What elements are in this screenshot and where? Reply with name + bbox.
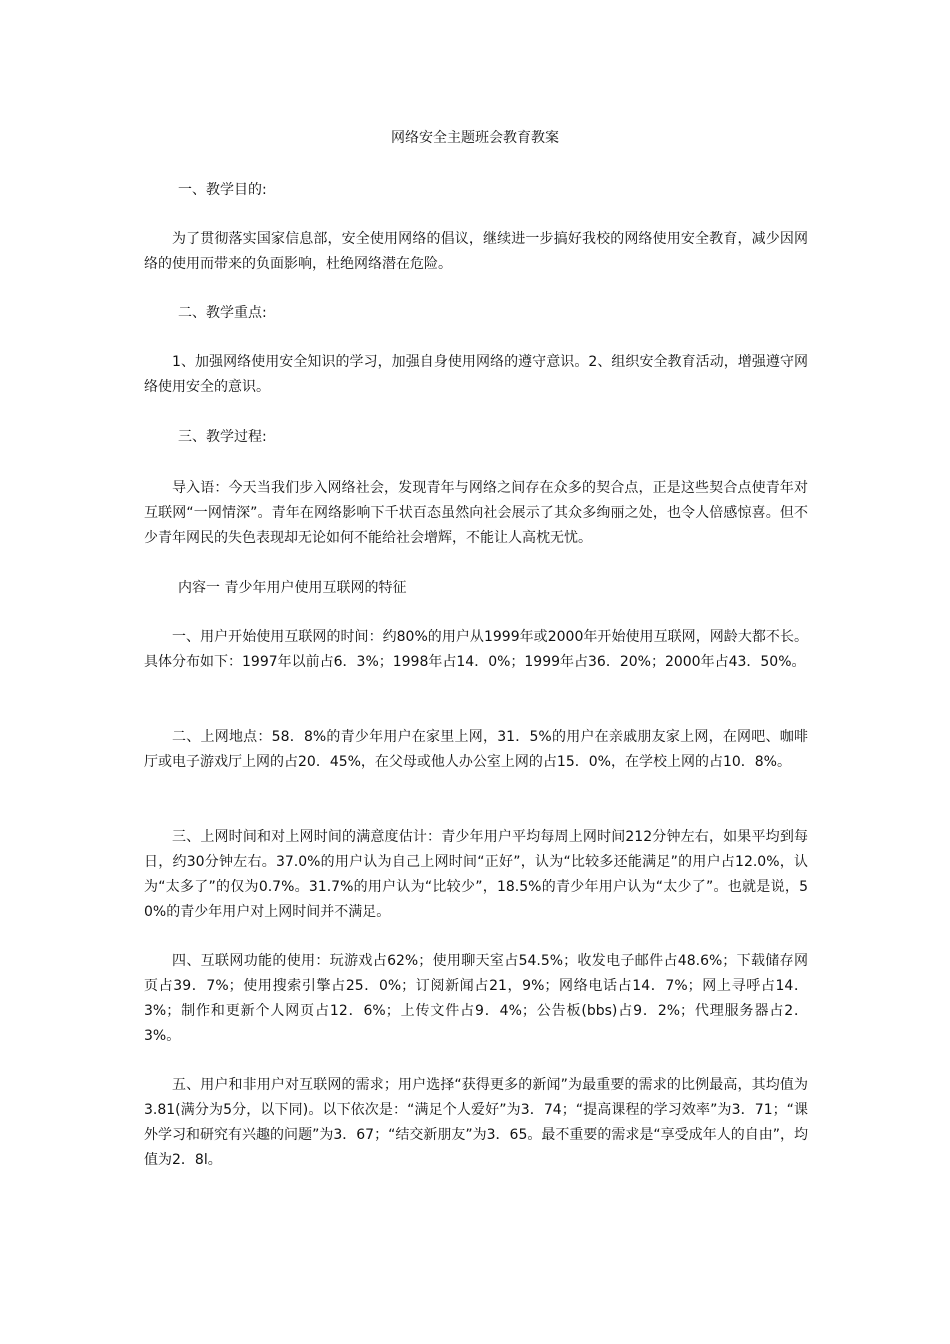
- section-heading-objectives: 一、教学目的:: [178, 182, 267, 198]
- paragraph-functions: 四、互联网功能的使用：玩游戏占62%；使用聊天室占54.5%；收发电子邮件占48.6%；下载储存网页占39．7%；使用搜索引擎占25．0%；订阅新闻占21，9%；网络电话占14．7%；网上寻呼占14．3%；制作和更新个人网页占12．6%；上传文件占9．4%；公告板(bbs)占9．2%；代理服务器占2．3%。: [144, 953, 808, 1044]
- document-title: 网络安全主题班会教育教案: [391, 130, 559, 146]
- key-points-paragraph: 1、加强网络使用安全知识的学习，加强自身使用网络的遵守意识。2、组织安全教育活动，增强遵守网络使用安全的意识。: [144, 354, 808, 395]
- introduction-paragraph: 导入语：今天当我们步入网络社会，发现青年与网络之间存在众多的契合点，正是这些契合点使青年对互联网“一网情深”。青年在网络影响下千状百态虽然向社会展示了其众多绚丽之处，也令人倍感惊喜。但不少青年网民的失色表现却无论如何不能给社会增辉，不能让人高枕无忧。: [144, 480, 808, 546]
- paragraph-needs: 五、用户和非用户对互联网的需求；用户选择“获得更多的新闻”为最重要的需求的比例最高，其均值为3.81(满分为5分，以下同)。以下依次是：“满足个人爱好”为3．74；“提高课程的学习效率”为3．71；“课外学习和研究有兴趣的问题”为3．67；“结交新朋友”为3．65。最不重要的需求是“享受成年人的自由”，均值为2．8l。: [144, 1077, 808, 1168]
- objectives-paragraph: 为了贯彻落实国家信息部，安全使用网络的倡议，继续进一步搞好我校的网络使用安全教育，减少因网络的使用而带来的负面影响，杜绝网络潜在危险。: [144, 231, 808, 272]
- content-one-heading: 内容一 青少年用户使用互联网的特征: [178, 580, 407, 596]
- section-heading-process: 三、教学过程:: [178, 429, 267, 445]
- paragraph-online-time: 三、上网时间和对上网时间的满意度估计：青少年用户平均每周上网时间212分钟左右，如果平均到每日，约30分钟左右。37.0%的用户认为自己上网时间“正好”，认为“比较多还能满足”的用户占12.0%，认为“太多了”的仅为0.7%。31.7%的用户认为“比较少”，18.5%的青少年用户认为“太少了”。也就是说，50%的青少年用户对上网时间并不满足。: [144, 829, 808, 920]
- paragraph-start-time: 一、用户开始使用互联网的时间：约80%的用户从1999年或2000年开始使用互联网，网龄大都不长。具体分布如下：1997年以前占6．3%；1998年占14．0%；1999年占36．20%；2000年占43．50%。: [144, 629, 808, 670]
- section-heading-key-points: 二、教学重点:: [178, 305, 267, 321]
- paragraph-location: 二、上网地点：58．8%的青少年用户在家里上网，31．5%的用户在亲戚朋友家上网，在网吧、咖啡厅或电子游戏厅上网的占20．45%，在父母或他人办公室上网的占15．0%，在学校上网的占10．8%。: [144, 729, 808, 770]
